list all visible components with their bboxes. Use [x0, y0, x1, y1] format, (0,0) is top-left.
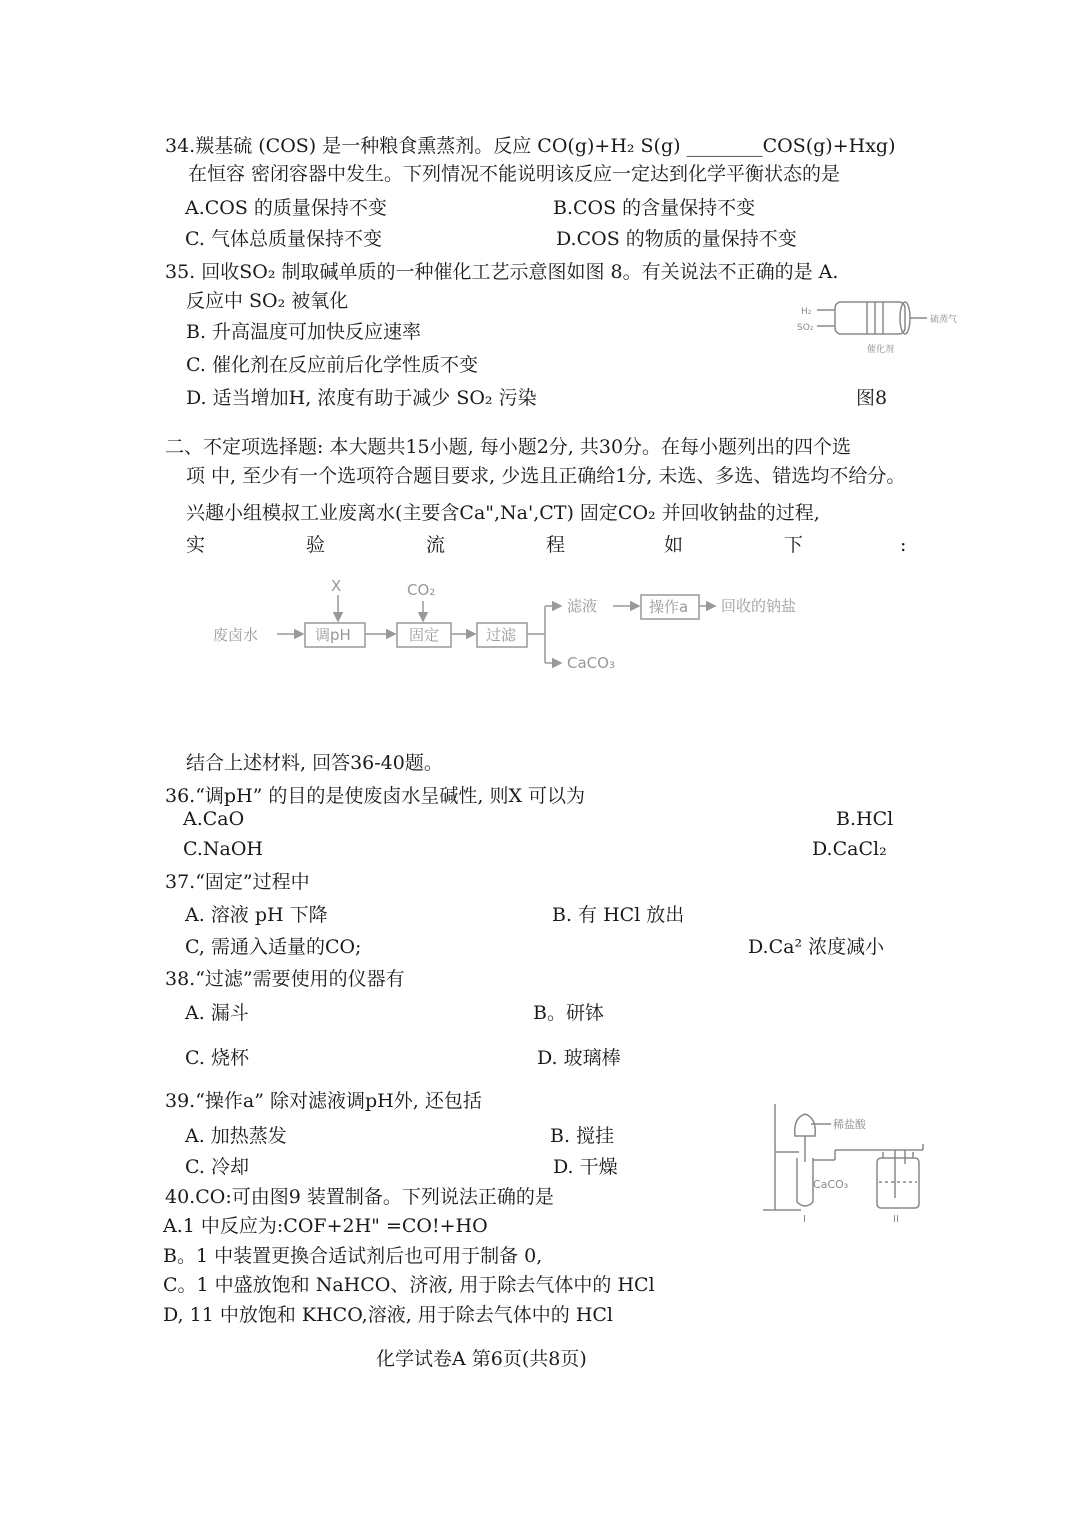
figure-9-label-2: II: [893, 1214, 899, 1223]
figure-8-label: 图8: [856, 387, 888, 409]
q37-option-b: B. 有 HCl 放出: [552, 904, 685, 926]
q35-stem-line1: 35. 回收SO₂ 制取碱单质的一种催化工艺示意图如图 8。有关说法不正确的是 A.: [165, 261, 839, 283]
flow-step-adjust-ph: 调pH: [315, 626, 351, 644]
q38-option-d: D. 玻璃棒: [537, 1047, 621, 1069]
flow-step-operation-a: 操作a: [649, 598, 689, 616]
q39-option-a: A. 加热蒸发: [185, 1125, 287, 1147]
section2-heading-line2: 项 中, 至少有一个选项符合题目要求, 少选且正确给1分, 未选、多选、错选均不给分。: [186, 465, 906, 487]
q34-stem-line1: 34.羰基硫 (COS) 是一种粮食熏蒸剂。反应 CO(g)+H₂ S(g) ________COS(g)+Hxg): [165, 135, 896, 157]
figure-8-output-label: 硫蒸气: [930, 315, 958, 325]
q34-option-d: D.COS 的物质的量保持不变: [556, 228, 797, 250]
section2-heading-line1: 二、不定项选择题: 本大题共15小题, 每小题2分, 共30分。在每小题列出的四个选: [165, 436, 852, 458]
q39-option-d: D. 干燥: [553, 1156, 618, 1178]
q38-stem: 38.“过滤”需要使用的仪器有: [165, 968, 405, 990]
q36-option-b: B.HCl: [836, 808, 894, 830]
q40-option-a: A.1 中反应为:COF+2H" =CO!+HO: [163, 1215, 488, 1237]
intro-char-1: 验: [306, 534, 326, 556]
q36-stem: 36.“调pH” 的目的是使废卤水呈碱性, 则X 可以为: [165, 785, 586, 807]
q39-option-c: C. 冷却: [185, 1156, 249, 1178]
intro-char-2: 流: [426, 534, 446, 556]
q34-option-c: C. 气体总质量保持不变: [185, 228, 382, 250]
flow-start-label: 废卤水: [213, 626, 259, 644]
flow-step-filter: 过滤: [486, 626, 517, 644]
intro-char-4: 如: [664, 534, 684, 556]
q37-option-a: A. 溶液 pH 下降: [185, 904, 328, 926]
q38-option-a: A. 漏斗: [185, 1002, 249, 1024]
flow-step-fix: 固定: [409, 626, 440, 644]
figure-9-apparatus: [755, 1098, 935, 1223]
intro-char-6: :: [900, 534, 907, 556]
q40-option-b: B。1 中装置更換合适试剂后也可用于制备 0,: [163, 1245, 543, 1267]
q36-option-d: D.CaCl₂: [812, 838, 887, 860]
q34-stem-line2: 在恒容 密闭容器中发生。下列情况不能说明该反应一定达到化学平衡状态的是: [188, 163, 841, 185]
combine-instruction: 结合上述材料, 回答36-40题。: [186, 752, 443, 774]
flow-branch-filtrate: 滤液: [567, 597, 598, 615]
q39-option-b: B. 搅挂: [550, 1125, 615, 1147]
q35-option-d: D. 适当增加H, 浓度有助于减少 SO₂ 污染: [186, 387, 537, 409]
flow-input-co2: CO₂: [407, 581, 436, 599]
q39-stem: 39.“操作a” 除对滤液调pH外, 还包括: [165, 1090, 482, 1112]
q37-option-d: D.Ca² 浓度减小: [748, 936, 885, 958]
q40-stem: 40.CO:可由图9 装置制备。下列说法正确的是: [165, 1186, 554, 1208]
page-footer: 化学试卷A 第6页(共8页): [376, 1348, 587, 1370]
q37-stem: 37.“固定”过程中: [165, 871, 310, 893]
q38-option-c: C. 烧杯: [185, 1047, 249, 1069]
q35-option-c: C. 催化剂在反应前后化学性质不变: [186, 354, 478, 376]
figure-9-label-1: I: [803, 1214, 806, 1223]
q35-option-b: B. 升高温度可加快反应速率: [186, 321, 422, 343]
flow-input-x: X: [331, 577, 342, 595]
intro-char-5: 下: [784, 534, 804, 556]
q36-option-c: C.NaOH: [183, 838, 263, 860]
flow-branch-caco3: CaCO₃: [567, 654, 615, 672]
q37-option-c: C, 需通入适量的CO;: [185, 936, 362, 958]
intro-char-3: 程: [546, 534, 566, 556]
q38-option-b: B。研钵: [533, 1002, 604, 1024]
q34-option-b: B.COS 的含量保持不变: [553, 197, 756, 219]
q34-option-a: A.COS 的质量保持不变: [185, 197, 387, 219]
q40-option-d: D, 11 中放饱和 KHCO,溶液, 用于除去气体中的 HCl: [163, 1304, 613, 1326]
q36-option-a: A.CaO: [183, 808, 245, 830]
figure-8-catalyst-label: 催化剂: [867, 345, 895, 355]
figure-8-so2-label: SO₂: [797, 323, 814, 333]
figure-8-diagram: [795, 290, 970, 360]
process-flowchart: [205, 575, 875, 685]
q35-option-a-text: 反应中 SO₂ 被氧化: [186, 290, 349, 312]
intro-char-0: 实: [186, 534, 206, 556]
intro-line1: 兴趣小组模叔工业废离水(主要含Ca",Na',CT) 固定CO₂ 并回收钠盐的过程,: [186, 502, 820, 524]
figure-8-h2-label: H₂: [801, 307, 812, 317]
figure-9-acid-label: 稀盐酸: [833, 1118, 866, 1131]
figure-9-caco3-label: CaCO₃: [813, 1178, 849, 1191]
flow-end-sodium-salt: 回收的钠盐: [721, 597, 797, 615]
q40-option-c: C。1 中盛放饱和 NaHCO、济液, 用于除去气体中的 HCl: [163, 1274, 655, 1296]
